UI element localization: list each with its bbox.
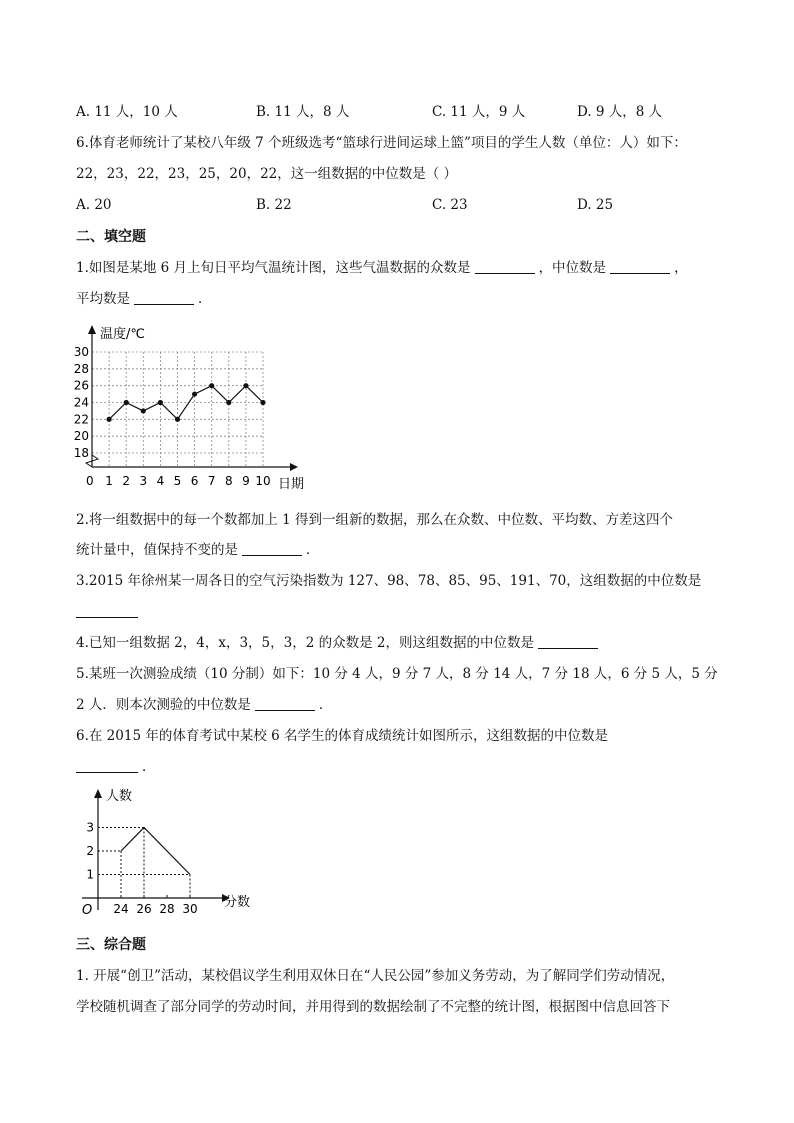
chart-series — [121, 828, 190, 875]
s2-q1-line-2 — [76, 290, 212, 308]
answer-blank[interactable] — [76, 758, 138, 773]
x-axis-label: 分数 — [224, 895, 251, 910]
score-chart — [74, 784, 274, 924]
x-tick-label: 26 — [136, 902, 152, 916]
data-point — [158, 400, 163, 405]
x-tick-label: 4 — [156, 474, 165, 488]
s2-q4-line — [76, 634, 602, 652]
answer-blank[interactable] — [76, 603, 138, 618]
q6-option-b: B. 22 — [256, 197, 292, 213]
temperature-chart — [68, 322, 308, 492]
q6-option-a: A. 20 — [76, 197, 112, 213]
section-3-heading: 三、综合题 — [76, 937, 146, 953]
x-tick-label: 3 — [139, 474, 148, 488]
data-point — [243, 383, 248, 388]
y-tick-label: 20 — [73, 429, 89, 444]
x-tick-label: 1 — [105, 474, 113, 488]
s2-q6-line-1: 6.在 2015 年的体育考试中某校 6 名学生的体育成绩统计如图所示，这组数据的中位数是 — [76, 728, 608, 744]
answer-blank[interactable] — [475, 259, 535, 274]
y-tick-label: 2 — [86, 844, 94, 858]
x-tick-label: 8 — [224, 474, 233, 488]
s2-q2-line-2 — [76, 541, 320, 559]
origin-label: 0 — [86, 474, 94, 488]
y-tick-label: 22 — [73, 412, 89, 427]
series-line — [121, 828, 190, 875]
x-tick-label: 2 — [122, 474, 131, 488]
s2-q5-line-1: 5.某班一次测验成绩（10 分制）如下：10 分 4 人，9 分 7 人，8 分 14 人，7 分 18 人，6 分 5 人，5 分 — [76, 666, 718, 682]
s3-q1-line-2: 学校随机调查了部分同学的劳动时间，并用得到的数据绘制了不完整的统计图，根据图中信息回答下 — [76, 999, 670, 1015]
s2-q3-line-2 — [76, 603, 142, 621]
data-point — [226, 400, 231, 405]
chart-guides — [98, 828, 190, 899]
s2-q6-line-2 — [76, 758, 156, 776]
x-tick-label: 7 — [207, 474, 216, 488]
s2-q2-text: 统计量中，值保持不变的是 — [76, 542, 238, 558]
s2-q6-text: ． — [142, 759, 156, 775]
x-axis-arrow — [290, 463, 298, 471]
x-tick-label: 6 — [190, 474, 199, 488]
s2-q2-text: ． — [306, 542, 320, 558]
s2-q2-line-1: 2.将一组数据中的每一个数都加上 1 得到一组新的数据，那么在众数、中位数、平均数、方差这四个 — [76, 512, 674, 528]
q5-option-c: C. 11 人，9 人 — [432, 104, 526, 120]
y-tick-label: 28 — [73, 361, 89, 376]
y-tick-label: 1 — [86, 867, 94, 882]
s2-q5-text: 2 人．则本次测验的中位数是 — [76, 697, 251, 713]
y-tick-label: 18 — [73, 446, 89, 460]
s2-q1-text: ， — [674, 260, 688, 276]
answer-blank[interactable] — [134, 290, 194, 305]
s2-q1-text: ，中位数是 — [538, 260, 607, 276]
origin-label: O — [82, 903, 93, 918]
x-tick-label: 28 — [159, 902, 175, 916]
q6-option-d: D. 25 — [577, 197, 614, 213]
y-axis-arrow — [94, 789, 102, 798]
answer-blank[interactable] — [255, 696, 315, 711]
data-point — [209, 383, 214, 388]
x-tick-label: 10 — [255, 474, 271, 488]
s2-q5-line-2 — [76, 696, 332, 714]
x-axis-label: 日期 — [278, 477, 305, 492]
data-point — [192, 391, 197, 396]
y-tick-label: 26 — [73, 378, 89, 393]
data-point — [260, 400, 265, 405]
s2-q3-line-1: 3.2015 年徐州某一周各日的空气污染指数为 127、98、78、85、95、191、70，这组数据的中位数是 — [76, 573, 702, 589]
y-tick-label: 30 — [73, 345, 89, 359]
s2-q1-text: 1.如图是某地 6 月上旬日平均气温统计图，这些气温数据的众数是 — [76, 260, 471, 276]
q6-option-c: C. 23 — [432, 197, 468, 213]
s2-q1-text: 平均数是 — [76, 291, 130, 307]
answer-blank[interactable] — [538, 634, 598, 649]
q5-option-b: B. 11 人，8 人 — [256, 104, 350, 120]
section-2-heading: 二、填空题 — [76, 229, 146, 245]
chart-grid — [92, 352, 263, 467]
x-tick-label: 5 — [173, 474, 182, 488]
s2-q1-text: ． — [198, 291, 212, 307]
data-point — [141, 408, 146, 413]
y-axis-label: 人数 — [106, 789, 133, 804]
y-tick-label: 24 — [73, 395, 89, 410]
x-tick-label: 30 — [182, 902, 198, 916]
y-axis-label: 温度/℃ — [100, 327, 145, 342]
q5-option-a: A. 11 人，10 人 — [76, 104, 178, 120]
q6-line-1: 6.体育老师统计了某校八年级 7 个班级选考“篮球行进间运球上篮”项目的学生人数（单位：人）如下： — [76, 135, 687, 151]
data-point — [124, 400, 129, 405]
answer-blank[interactable] — [242, 541, 302, 556]
data-point — [107, 417, 112, 422]
q6-line-2: 22，23，22，23，25，20，22，这一组数据的中位数是（ ） — [76, 166, 458, 182]
answer-blank[interactable] — [610, 259, 670, 274]
q5-option-d: D. 9 人，8 人 — [577, 104, 663, 120]
chart-axes — [82, 789, 230, 916]
s3-q1-line-1: 1. 开展“创卫”活动，某校倡议学生利用双休日在“人民公园”参加义务劳动，为了解同学们劳动情况， — [76, 968, 675, 984]
data-point — [175, 417, 180, 422]
x-tick-label: 9 — [242, 474, 250, 488]
x-tick-label: 24 — [113, 902, 129, 916]
s2-q5-text: ． — [318, 697, 333, 713]
s2-q1-line-1 — [76, 259, 688, 277]
s2-q4-text: 4.已知一组数据 2，4，x，3，5，3，2 的众数是 2，则这组数据的中位数是 — [76, 635, 534, 651]
y-tick-label: 3 — [86, 820, 94, 835]
y-axis-arrow — [88, 325, 96, 334]
